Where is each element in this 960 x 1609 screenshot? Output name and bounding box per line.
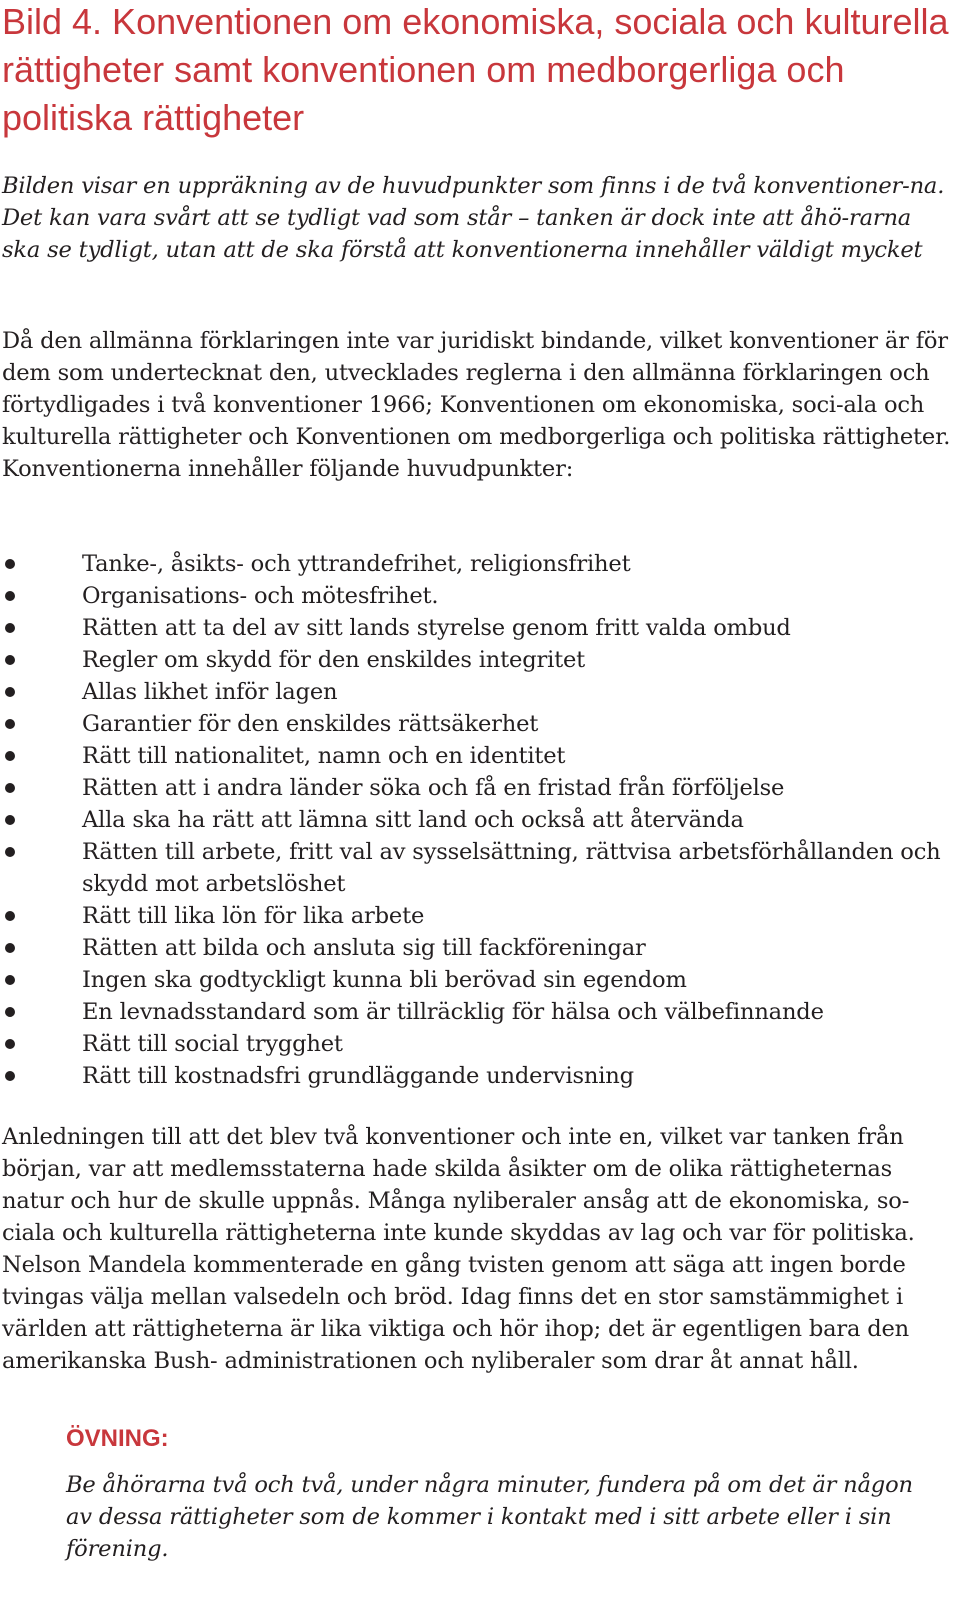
bullet-icon bbox=[5, 751, 15, 761]
list-item bbox=[0, 932, 950, 964]
list-item bbox=[0, 580, 950, 612]
bullet-icon bbox=[5, 847, 15, 857]
list-item-text: Rätten att i andra länder söka och få en fristad från förföljelse bbox=[82, 775, 785, 801]
list-item bbox=[0, 996, 950, 1028]
bullet-icon bbox=[5, 655, 15, 665]
list-item bbox=[0, 1060, 950, 1092]
list-item bbox=[0, 964, 950, 996]
list-item bbox=[0, 900, 950, 932]
list-item bbox=[0, 548, 950, 580]
list-item-text: Rätten att ta del av sitt lands styrelse genom fritt valda ombud bbox=[82, 615, 791, 641]
bullet-icon bbox=[5, 975, 15, 985]
list-item-text: Garantier för den enskildes rättsäkerhet bbox=[82, 711, 539, 737]
list-item bbox=[0, 836, 950, 900]
list-item-text: Rätt till lika lön för lika arbete bbox=[82, 903, 425, 929]
list-item-text: Alla ska ha rätt att lämna sitt land och också att återvända bbox=[82, 807, 744, 833]
list-item bbox=[0, 740, 950, 772]
list-item bbox=[0, 644, 950, 676]
bullet-icon bbox=[5, 815, 15, 825]
figure-title: Bild 4. Konventionen om ekonomiska, sociala och kulturella rättigheter samt konventionen om medborgerliga och politiska rättigheter bbox=[2, 1, 949, 138]
intro-paragraph: Då den allmänna förklaringen inte var juridiskt bindande, vilket konventioner är för dem som undertecknat den, utvecklades reglerna i den allmänna förklaringen och förtydligades i två konventioner 1966; Konventionen om ekonomiska, soci-ala och kulturella rättigheter och Konventionen om medborgerliga och politiska rättigheter. Konventionerna innehåller följande huvudpunkter: bbox=[2, 328, 951, 482]
list-item bbox=[0, 1028, 950, 1060]
bullet-icon bbox=[5, 1039, 15, 1049]
exercise-text: Be åhörarna två och två, under några minuter, fundera på om det är någon av dessa rättigheter som de kommer i kontakt med i sitt arbete eller i sin förening. bbox=[66, 1472, 913, 1562]
bullet-icon bbox=[5, 559, 15, 569]
list-item bbox=[0, 708, 950, 740]
list-item-text: Rätt till social trygghet bbox=[82, 1031, 343, 1057]
bullet-icon bbox=[5, 591, 15, 601]
list-item-text: Rätt till nationalitet, namn och en identitet bbox=[82, 743, 566, 769]
list-item-text: En levnadsstandard som är tillräcklig för hälsa och välbefinnande bbox=[82, 999, 824, 1025]
list-item bbox=[0, 804, 950, 836]
list-item-text: Organisations- och mötesfrihet. bbox=[82, 583, 439, 609]
list-item bbox=[0, 612, 950, 644]
bullet-icon bbox=[5, 911, 15, 921]
list-item-text: Tanke-, åsikts- och yttrandefrihet, religionsfrihet bbox=[82, 551, 631, 577]
list-item bbox=[0, 676, 950, 708]
list-item-text: Rätt till kostnadsfri grundläggande undervisning bbox=[82, 1063, 634, 1089]
list-item bbox=[0, 772, 950, 804]
closing-paragraph: Anledningen till att det blev två konventioner och inte en, vilket var tanken från början, var att medlemsstaterna hade skilda åsikter om de olika rättigheternas natur och hur de skulle uppnås. Många nyliberaler ansåg att de ekonomiska, so-ciala och kulturella rättigheterna inte kunde skyddas av lag och var för politiska. Nelson Mandela kommenterade en gång tvisten genom att säga att ingen borde tvingas välja mellan valsedeln och bröd. Idag finns det en stor samstämmighet i världen att rättigheterna är lika viktiga och hör ihop; det är egentligen bara den amerikanska Bush- administrationen och nyliberaler som drar åt annat håll. bbox=[2, 1124, 915, 1374]
list-item-text: Ingen ska godtyckligt kunna bli berövad sin egendom bbox=[82, 967, 687, 993]
exercise-heading: ÖVNING: bbox=[66, 1425, 169, 1452]
list-item-text: Regler om skydd för den enskildes integritet bbox=[82, 647, 586, 673]
list-item-text: Rätten att bilda och ansluta sig till fackföreningar bbox=[82, 935, 646, 961]
bullet-icon bbox=[5, 1007, 15, 1017]
bullet-icon bbox=[5, 943, 15, 953]
bullet-icon bbox=[5, 1071, 15, 1081]
bullet-icon bbox=[5, 719, 15, 729]
bullet-icon bbox=[5, 783, 15, 793]
rights-list bbox=[0, 548, 950, 1092]
list-item-text: Allas likhet inför lagen bbox=[82, 679, 338, 705]
list-item-text: Rätten till arbete, fritt val av sysselsättning, rättvisa arbetsförhållanden och skydd mot arbetslöshet bbox=[82, 839, 941, 897]
figure-caption: Bilden visar en uppräkning av de huvudpunkter som finns i de två konventioner-na. Det kan vara svårt att se tydligt vad som står – tanken är dock inte att åhö-rarna ska se tydligt, utan att de ska förstå att konventionerna innehåller väldigt mycket bbox=[2, 173, 945, 263]
bullet-icon bbox=[5, 623, 15, 633]
bullet-icon bbox=[5, 687, 15, 697]
